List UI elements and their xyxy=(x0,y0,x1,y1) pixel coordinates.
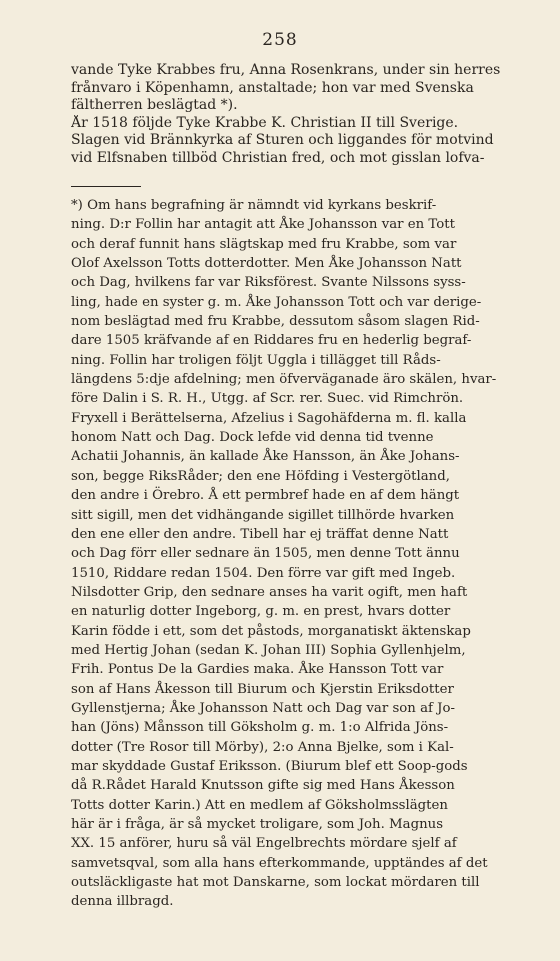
footnote-line: ning. D:r Follin har antagit att Åke Johansson var en Tott xyxy=(71,217,455,233)
main-line: Slagen vid Brännkyrka af Sturen och liggandes för motvind xyxy=(71,132,494,149)
footnote-line: denna illbragd. xyxy=(71,894,174,910)
footnote-line: Achatii Johannis, än kallade Åke Hansson, än Åke Johans- xyxy=(71,449,460,465)
footnote-line: en naturlig dotter Ingeborg, g. m. en prest, hvars dotter xyxy=(71,604,451,620)
main-line: vid Elfsnaben tillböd Christian fred, och mot gisslan lofva- xyxy=(71,149,485,166)
main-text xyxy=(71,62,539,168)
main-line: År 1518 följde Tyke Krabbe K. Christian II till Sverige. xyxy=(71,114,459,131)
footnote-line: längdens 5:dje afdelning; men öfverväganade äro skälen, hvar- xyxy=(71,372,497,388)
footnote-line: med Hertig Johan (sedan K. Johan III) Sophia Gyllenhjelm, xyxy=(71,642,466,658)
footnote-line: outsläckligaste hat mot Danskarne, som lockat mördaren till xyxy=(71,875,480,891)
footnote-line: då R.Rådet Harald Knutsson gifte sig med Hans Åkesson xyxy=(71,778,455,794)
main-line: frånvaro i Köpenhamn, anstaltade; hon var med Svenska xyxy=(71,79,474,96)
footnote-line: Fryxell i Berättelserna, Afzelius i Sagohäfderna m. fl. kalla xyxy=(71,410,467,426)
page-number: 258 xyxy=(262,30,298,50)
footnote-line: Frih. Pontus De la Gardies maka. Åke Hansson Tott var xyxy=(71,662,444,678)
footnote-line: och Dag förr eller sednare än 1505, men denne Tott ännu xyxy=(71,546,460,562)
footnote-line: son af Hans Åkesson till Biurum och Kjerstin Eriksdotter xyxy=(71,681,454,697)
footnote-line: den ene eller den andre. Tibell har ej träffat denne Natt xyxy=(71,526,449,542)
main-line: fältherren beslägtad *). xyxy=(71,97,238,114)
footnote-line: 1510, Riddare redan 1504. Den förre var gift med Ingeb. xyxy=(71,565,456,581)
footnote-line: mar skyddade Gustaf Eriksson. (Biurum blef ett Soop-gods xyxy=(71,758,468,774)
main-line: vande Tyke Krabbes fru, Anna Rosenkrans, under sin herres xyxy=(71,62,501,78)
footnote-line: *) Om hans begrafning är nämndt vid kyrkans beskrif- xyxy=(71,198,437,213)
footnote-line: Olof Axelsson Totts dotterdotter. Men Åke Johansson Natt xyxy=(71,256,462,272)
footnote-line: Nilsdotter Grip, den sednare anses ha varit ogift, men haft xyxy=(71,584,468,600)
footnote-line: Gyllenstjerna; Åke Johansson Natt och Dag var son af Jo- xyxy=(71,700,455,716)
footnote-line: han (Jöns) Månsson till Göksholm g. m. 1:o Alfrida Jöns- xyxy=(71,720,449,736)
footnote-line: och Dag, hvilkens far var Riksförest. Svante Nilssons syss- xyxy=(71,275,466,291)
footnote-rule xyxy=(71,186,141,187)
footnote-line: son, begge RiksRåder; den ene Höfding i Vestergötland, xyxy=(71,468,450,484)
footnote-line: XX. 15 anförer, huru så väl Engelbrechts mördare sjelf af xyxy=(71,836,457,852)
footnote-line: dare 1505 kräfvande af en Riddares fru en hederlig begraf- xyxy=(71,333,472,349)
footnote-line: Karin födde i ett, som det påstods, morganatiskt äktenskap xyxy=(71,623,471,639)
footnote-line: ling, hade en syster g. m. Åke Johansson Tott och var derige- xyxy=(71,294,482,310)
footnote-line: ning. Follin har troligen följt Uggla i tillägget till Råds- xyxy=(71,352,441,368)
footnote-line: Totts dotter Karin.) Att en medlem af Göksholmsslägten xyxy=(71,797,448,813)
footnote-line: den andre i Örebro. Å ett permbref hade en af dem hängt xyxy=(71,488,460,504)
footnote-line: honom Natt och Dag. Dock lefde vid denna tid tvenne xyxy=(71,430,434,446)
footnote-line: här är i fråga, är så mycket troligare, som Joh. Magnus xyxy=(71,817,444,832)
footnote-line: nom beslägtad med fru Krabbe, dessutom såsom slagen Rid- xyxy=(71,314,480,330)
footnote-line: dotter (Tre Rosor till Mörby), 2:o Anna Bjelke, som i Kal- xyxy=(71,739,454,755)
footnote-line: sitt sigill, men det vidhängande sigillet tillhörde hvarken xyxy=(71,507,455,523)
footnote-line: före Dalin i S. R. H., Utgg. af Scr. rer. Suec. vid Rimchrön. xyxy=(71,391,464,407)
footnote xyxy=(71,196,539,912)
footnote-line: och deraf funnit hans slägtskap med fru Krabbe, som var xyxy=(71,236,457,252)
footnote-line: samvetsqval, som alla hans efterkommande, upptändes af det xyxy=(71,855,488,871)
